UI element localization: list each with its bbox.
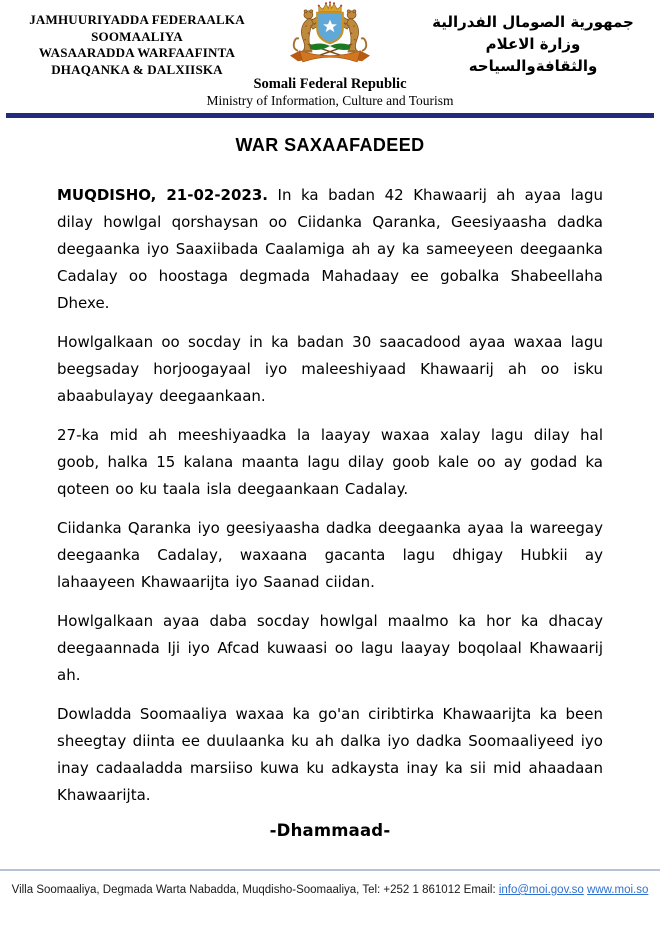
closing-mark: -Dhammaad- [269, 821, 391, 840]
ministry-name-somali-line: JAMHUURIYADDA FEDERAALKA [29, 12, 245, 27]
paragraph-2: Howlgalkaan oo socday in ka badan 30 saacadood ayaa waxaa lagu beegsaday horjoogayaal iyo maleeshiyaad Khawaarij ah oo isku abaabulayay deegaankaan. [57, 333, 603, 405]
footer-website-link[interactable]: www.moi.so [587, 884, 649, 896]
letterhead [0, 0, 660, 124]
paragraph-1 [57, 182, 603, 317]
ministry-name-arabic-line: جمهورية الصومال الفدرالية [432, 13, 634, 31]
letterhead-divider [6, 113, 654, 118]
page-title: WAR SAXAAFADEED [235, 135, 425, 155]
ministry-name-somali-line: WASAARADDA WARFAAFINTA [38, 45, 236, 60]
ministry-name-somali [20, 12, 254, 78]
paragraph-5: Howlgalkaan ayaa daba socday howlgal maalmo ka hor ka dhacay deegaannada Iji iyo Afcad kuwaasi oo lagu laayay boqolaal Khawaarij ah. [57, 612, 603, 684]
footer-divider [0, 869, 660, 871]
ministry-name-arabic-line: والثقافةوالسياحه [468, 57, 598, 75]
ministry-name-somali-line: DHAQANKA & DALXIISKA [51, 61, 223, 77]
paragraph-4: Ciidanka Qaranka iyo geesiyaasha dadka deegaanka ayaa la wareegay deegaanka Cadalay, waxaana gacanta lagu dhigay Hubkii ay lahaayeen Khawaarijta iyo Saanad ciidan. [57, 519, 603, 591]
ministry-name-english: Ministry of Information, Culture and Tourism [206, 93, 454, 108]
footer-address: Villa Soomaaliya, Degmada Warta Nabadda, Muqdisho-Soomaaliya, Tel: +252 1 861012 Email: [11, 884, 496, 896]
somalia-coat-of-arms-icon [282, 1, 378, 75]
paragraph-6: Dowladda Soomaaliya waxaa ka go'an ciribtirka Khawaarijta ka been sheegtay diinta ee duulaanka ku ah dalka iyo dadka Soomaaliyeed iyo inay cadaaladda marsiiso kuwa ku adkaysta inay ka sii mid ahaadaan Khawaarijta. [57, 705, 603, 804]
footer-email-link[interactable]: info@moi.gov.so [498, 884, 584, 896]
org-name-english: Somali Federal Republic [253, 76, 407, 92]
paragraph-3: 27-ka mid ah meeshiyaadka la laayay waxaa xalay lagu dilay hal goob, halka 15 kalana maanta lagu dilay goob kale oo ay godad ka qoteen oo ku taala isla deegaankaan Cadalay. [57, 426, 603, 498]
paragraph-1-text: In ka badan 42 Khawaarij ah ayaa lagu dilay howlgal qorshaysan oo Ciidanka Qaranka, Geesiyaasha dadka deegaanka iyo Saaxiibada Caalamiga ah ay ka sameeyeen deegaanka Cadalay oo hoostaga degmada Mahadaay ee gobalka Shabeellaha Dhexe. [57, 186, 603, 312]
dateline: MUQDISHO, 21-02-2023. [57, 186, 268, 204]
ministry-name-arabic-line: وزارة الاعلام [485, 35, 581, 53]
press-release-body [57, 134, 603, 840]
ministry-name-somali-line: SOOMAALIYA [91, 28, 183, 44]
footer-contact-line [0, 884, 660, 896]
ministry-name-arabic [420, 11, 646, 77]
